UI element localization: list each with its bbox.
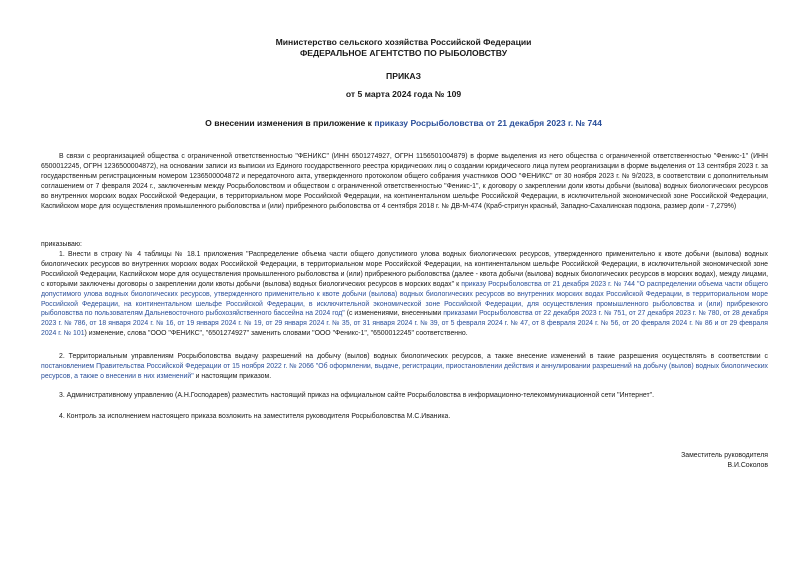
item-1-text-a: 1. Внести в строку № 4 таблицы № 18.1 приложения "Распределение объема части общего допустимого улова водных биологических ресурсов, утвержденного применительно к квоте добычи (вылова) водных биологических ресурсов во внутренних морских водах Российской Федерации, в территориальном море Российской Федерации, на континентальном шельфе Российской Федерации, в исключительной экономической зоне Российской Федерации, Каспийском море для осуществления промышленного рыболовства и (или) прибрежного рыболовства (далее - квота добычи (вылова) водных биологических ресурсов в морских водах), между лицами, с которыми заключены договоры о закреплении доли квоты добычи (вылова) водных биологических ресурсов в морских водах" к [41,251,768,288]
document-title [0,118,807,128]
item-1 [41,250,768,339]
item-2-link-resolution-2066[interactable]: постановлением Правительства Российской Федерации от 15 ноября 2022 г. № 2066 "Об оформлении, выдаче, регистрации, приостановлении действия и аннулировании разрешений на добычу (вылов) водных биологических ресурсов, а также о внесении в них изменений" [41,362,768,380]
item-2-text-b: и настоящим приказом. [193,372,272,380]
agency-name: ФЕДЕРАЛЬНОЕ АГЕНТСТВО ПО РЫБОЛОВСТВУ [299,48,508,58]
ministry-name: Министерство сельского хозяйства Российской Федерации [275,37,532,47]
item-4 [41,412,768,422]
signature-block [681,451,768,471]
item-1-text-b: (с изменениями, внесенными [344,310,444,318]
signatory-position: Заместитель руководителя [681,452,768,459]
item-1-link-amendments[interactable]: приказами Росрыболовства от 22 декабря 2023 г. № 751, от 27 декабря 2023 г. № 780, от 28 декабря 2023 г. № 786, от 18 января 2024 г. № 16, от 19 января 2024 г. № 19, от 29 января 2024 г. № 35, от 31 января 2024 г. № 39, от 5 февраля 2024 г. № 47, от 8 февраля 2024 г. № 56, от 20 февраля 2024 г. № 86 и от 29 февраля 2024 г. № 101 [41,310,768,338]
signatory-name: В.И.Соколов [727,461,768,469]
order-word: приказываю: [41,241,82,248]
title-prefix: О внесении изменения в приложение к [205,118,375,128]
preamble-block [41,152,768,211]
item-3 [41,391,768,401]
item-2-text-a: 2. Территориальным управлениям Росрыболовства выдачу разрешений на добычу (вылов) водных биологических ресурсов, а также внесение изменений в такие разрешения осуществлять в соответствии с [59,353,768,360]
item-1-text-c: ) изменение, слова "ООО "ФЕНИКС", "6501274927" заменить словами "ООО "Феникс-1", "6500012245" соответственно. [84,330,468,338]
item-2 [41,352,768,382]
title-link-order-744[interactable]: приказу Росрыболовства от 21 декабря 2023 г. № 744 [374,118,602,128]
item-4-text: 4. Контроль за исполнением настоящего приказа возложить на заместителя руководителя Росрыболовства М.С.Иваника. [59,413,451,420]
item-3-text: 3. Административному управлению (А.Н.Господарев) разместить настоящий приказ на официальном сайте Росрыболовства в информационно-телекоммуникационной сети "Интернет". [59,392,655,399]
document-type: ПРИКАЗ [386,71,421,81]
document-date: от 5 марта 2024 года № 109 [345,89,462,99]
item-1-link-order-744[interactable]: приказу Росрыболовства от 21 декабря 2023 г. № 744 "О распределении объема части общего допустимого улова водных биологических ресурсов, утвержденного применительно к квоте добычи (вылова) водных биологических ресурсов во внутренних морских водах Российской Федерации, в территориальном море Российской Федерации, на континентальном шельфе Российской Федерации, в исключительной экономической зоне Российской Федерации, для осуществления промышленного рыболовства и (или) прибрежного рыболовства по пользователям Дальневосточного рыбохозяйственного бассейна на 2024 год" [41,280,768,318]
order-word-block [41,240,768,250]
preamble-text: В связи с реорганизацией общества с ограниченной ответственностью "ФЕНИКС" (ИНН 6501274927, ОГРН 1156501004879) в форме выделения из него общества с ограниченной ответственностью "Феникс-1" (ИНН 6500012245, ОГРН 1236500004872), на основании записи из выписки из Единого государственного реестра юридических лиц о создании юридического лица путем реорганизации в форме выделения от 13 сентября 2023 г. за государственным регистрационным номером 1236500004872 и передаточного акта, утвержденного протоколом общего собрания участников ООО "ФЕНИКС" от 30 ноября 2023 г. № 9/2023, в соответствии с дополнительным соглашением от 7 февраля 2024 г., заключенным между Росрыболовством и обществом с ограниченной ответственностью "Феникс-1", к договору о закреплении доли квоты добычи (вылова) водных биологических ресурсов во внутренних морских водах Российской Федерации, в территориальном море Российской Федерации, на континентальном шельфе Российской Федерации, в исключительной экономической зоне Российской Федерации, Каспийском море для осуществления промышленного рыболовства и (или) прибрежного рыболовства от 4 сентября 2018 г. № ДВ-М-474 (Краб-стригун красный, Западно-Сахалинская подзона, размер доли - 7,279%) [41,153,768,210]
